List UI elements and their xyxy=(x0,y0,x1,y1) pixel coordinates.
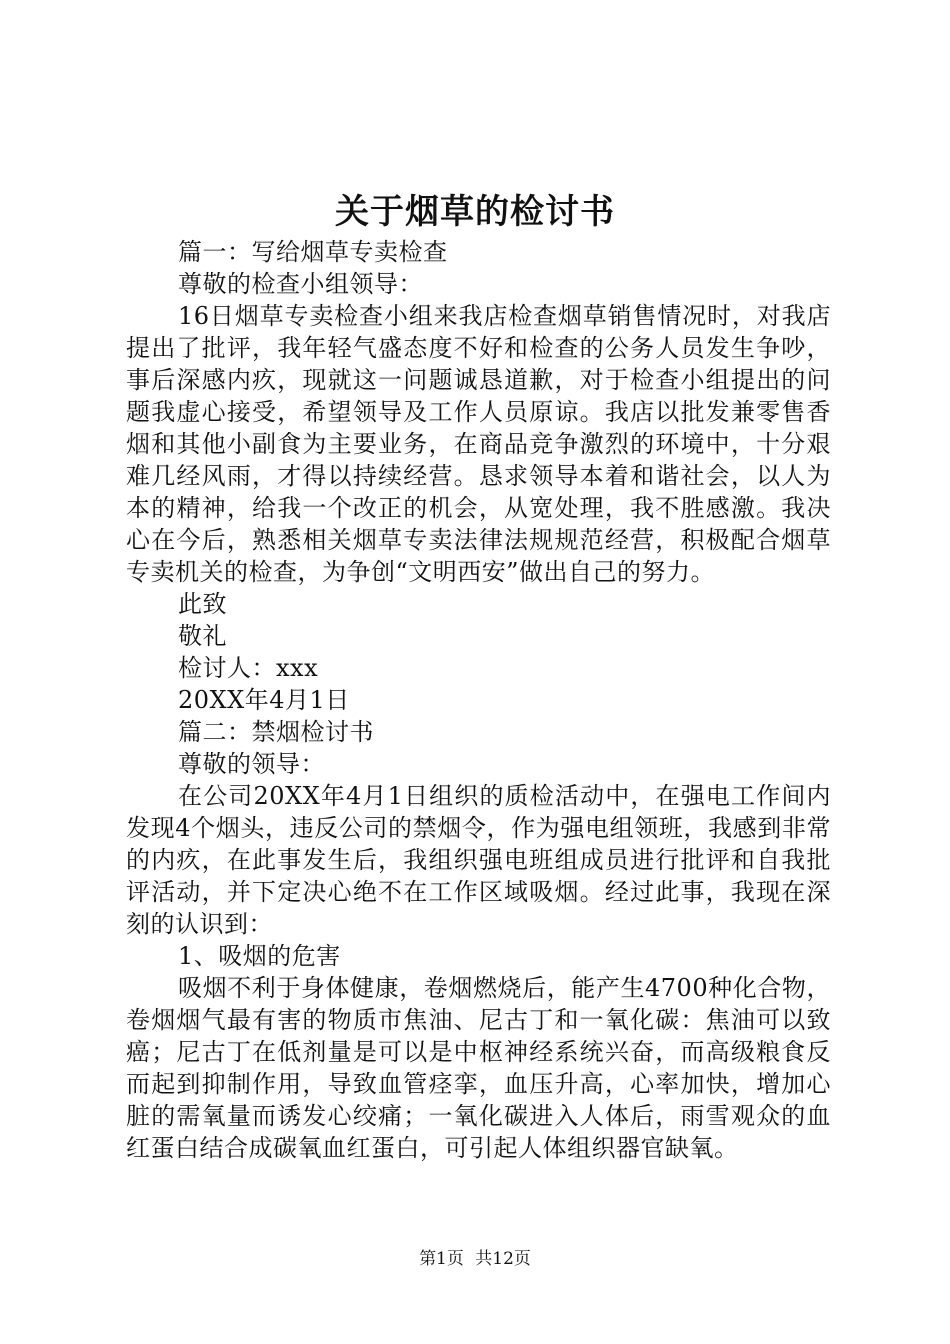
section1-date: 20XX年4月1日 xyxy=(178,686,350,714)
page-number: 第1页 xyxy=(419,1249,464,1269)
section1-closing-2: 敬礼 xyxy=(178,622,227,650)
section2-subheading: 1、吸烟的危害 xyxy=(178,942,341,970)
document-body xyxy=(126,236,831,1164)
section2-salutation: 尊敬的领导： xyxy=(178,750,325,778)
document-title: 关于烟草的检讨书 xyxy=(335,192,615,232)
section1-paragraph: 16日烟草专卖检查小组来我店检查烟草销售情况时，对我店提出了批评，我年轻气盛态度不好和检查的公务人员发生争吵，事后深感内疚，现就这一问题诚恳道歉，对于检查小组提出的问题我虚心接受，希望领导及工作人员原谅。我店以批发兼零售香烟和其他小副食为主要业务，在商品竞争激烈的环境中，十分艰难几经风雨，才得以持续经营。恳求领导本着和谐社会，以人为本的精神，给我一个改正的机会，从宽处理，我不胜感激。我决心在今后，熟悉相关烟草专卖法律法规规范经营，积极配合烟草专卖机关的检查，为争创“文明西安”做出自己的努力。 xyxy=(126,302,831,586)
section2-paragraph: 在公司20XX年4月1日组织的质检活动中，在强电工作间内发现4个烟头，违反公司的禁烟令，作为强电组领班，我感到非常的内疚，在此事发生后，我组织强电班组成员进行批评和自我批评活动，并下定决心绝不在工作区域吸烟。经过此事，我现在深刻的认识到： xyxy=(126,782,831,938)
page-footer xyxy=(0,1244,950,1269)
section2-paragraph-2: 吸烟不利于身体健康，卷烟燃烧后，能产生4700种化合物，卷烟烟气最有害的物质市焦油、尼古丁和一氧化碳：焦油可以致癌；尼古丁在低剂量是可以是中枢神经系统兴奋，而高级粮食反而起到抑制作用，导致血管痉挛，血压升高，心率加快，增加心脏的需氧量而诱发心绞痛；一氧化碳进入人体后，雨雪观众的血红蛋白结合成碳氧血红蛋白，可引起人体组织器官缺氧。 xyxy=(126,974,831,1162)
section1-heading: 篇一：写给烟草专卖检查 xyxy=(178,238,448,266)
section1-salutation: 尊敬的检查小组领导： xyxy=(178,270,423,298)
section1-closing-1: 此致 xyxy=(178,590,227,618)
page-total: 共12页 xyxy=(475,1249,531,1269)
section1-signature: 检讨人：xxx xyxy=(178,654,319,682)
section2-heading: 篇二：禁烟检讨书 xyxy=(178,718,374,746)
